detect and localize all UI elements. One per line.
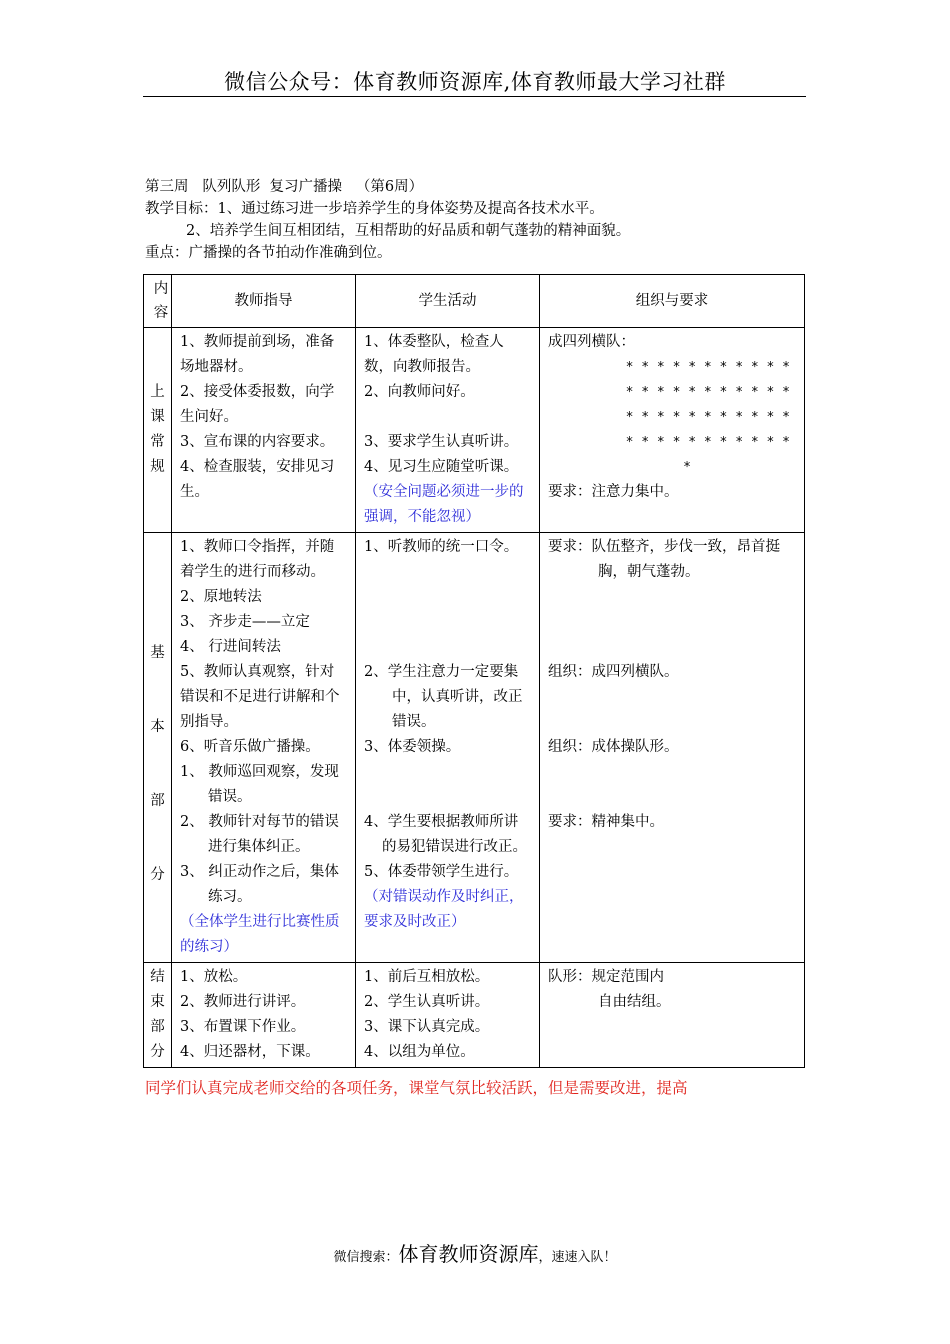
section-char: 基 <box>150 645 165 661</box>
formation-row: * * * * * * * * * * * <box>625 360 790 375</box>
header-divider <box>143 96 806 97</box>
correction-note: （对错误动作及时纠正，要求及时改正） <box>364 889 524 930</box>
organization: 组织：成四列横队。 <box>548 664 679 680</box>
footer-name: 体育教师资源库 <box>398 1242 539 1266</box>
list-item: 2、教师进行讲评。 <box>180 994 306 1010</box>
list-item: 1、前后互相放松。 <box>364 969 490 985</box>
list-item: 1、听教师的统一口令。 <box>364 539 519 555</box>
safety-note: （安全问题必须进一步的强调，不能忽视） <box>364 484 524 525</box>
list-item: 1、教师提前到场，准备场地器材。 <box>180 334 335 375</box>
list-item: 2、向教师问好。 <box>364 384 475 400</box>
organization: 组织：成体操队形。 <box>548 739 679 755</box>
formation-row: * * * * * * * * * * * <box>625 435 790 450</box>
list-item: 4、以组为单位。 <box>364 1044 475 1060</box>
footer-suffix: ，速速入队！ <box>538 1250 617 1265</box>
formation-label: 队形：规定范围内 <box>548 969 664 985</box>
table-row <box>144 963 805 1068</box>
page-header-title: 微信公众号：体育教师资源库,体育教师最大学习社群 <box>224 70 726 94</box>
student-cell <box>356 963 540 1068</box>
student-cell <box>356 533 540 963</box>
list-item: 2、原地转法 <box>180 589 262 605</box>
formation-cont: 自由结组。 <box>598 994 671 1010</box>
lesson-title: 第三周 队列队形 复习广播操 （第6周） <box>145 179 424 195</box>
list-item: 2、学生认真听讲。 <box>364 994 490 1010</box>
list-item: 1、放松。 <box>180 969 248 985</box>
formation-label: 成四列横队： <box>548 334 635 350</box>
section-name <box>144 533 172 963</box>
list-item: 5、体委带领学生进行。 <box>364 864 519 880</box>
teacher-cell <box>172 328 356 533</box>
list-item: 5、教师认真观察，针对错误和不足进行讲解和个别指导。 <box>180 664 340 730</box>
list-item: 1、教师口令指挥，并随着学生的进行而移动。 <box>180 539 335 580</box>
section-char: 分 <box>150 867 165 883</box>
section-char: 本 <box>150 719 165 735</box>
formation-row: * * * * * * * * * * * <box>625 410 790 425</box>
header-student: 学生活动 <box>356 275 540 328</box>
table-header-row <box>144 275 805 328</box>
org-cell <box>540 328 805 533</box>
list-item: 1、体委整队，检查人数，向教师报告。 <box>364 334 504 375</box>
requirement: 要求：精神集中。 <box>548 814 664 830</box>
competition-note: （全体学生进行比赛性质的练习） <box>180 914 340 955</box>
list-item: 4、 行进间转法 <box>180 639 281 655</box>
teacher-cell <box>172 963 356 1068</box>
list-item: 4、见习生应随堂听课。 <box>364 459 519 475</box>
list-item: 3、要求学生认真听讲。 <box>364 434 519 450</box>
lesson-intro <box>145 176 805 264</box>
header-org: 组织与要求 <box>540 275 805 328</box>
list-item: 4、归还器材，下课。 <box>180 1044 320 1060</box>
list-item: 3、 纠正动作之后，集体练习。 <box>180 864 339 905</box>
section-char: 部 <box>150 793 165 809</box>
student-cell <box>356 328 540 533</box>
list-item: 4、学生要根据教师所讲的易犯错误进行改正。 <box>364 814 527 855</box>
header-teacher: 教师指导 <box>172 275 356 328</box>
footer-prefix: 微信搜索： <box>333 1250 399 1265</box>
lesson-summary: 同学们认真完成老师交给的各项任务，课堂气氛比较活跃，但是需要改进，提高 <box>145 1079 688 1097</box>
requirement: 要求：队伍整齐，步伐一致，昂首挺胸，朝气蓬勃。 <box>548 539 780 580</box>
list-item: 3、布置课下作业。 <box>180 1019 306 1035</box>
table-row <box>144 533 805 963</box>
list-item: 6、听音乐做广播操。 <box>180 739 320 755</box>
lesson-goal-2: 2、培养学生间互相团结，互相帮助的好品质和朝气蓬勃的精神面貌。 <box>186 223 631 239</box>
list-item: 2、接受体委报数，向学生问好。 <box>180 384 335 425</box>
list-item: 3、宣布课的内容要求。 <box>180 434 335 450</box>
list-item: 3、课下认真完成。 <box>364 1019 490 1035</box>
section-name <box>144 963 172 1068</box>
section-name-label: 上课常规 <box>150 384 165 475</box>
list-item: 2、 教师针对每节的错误进行集体纠正。 <box>180 814 339 855</box>
list-item: 3、体委领操。 <box>364 739 461 755</box>
org-cell <box>540 963 805 1068</box>
requirement: 要求：注意力集中。 <box>548 484 679 500</box>
list-item: 3、 齐步走——立定 <box>180 614 310 630</box>
lesson-key-point: 重点：广播操的各节拍动作准确到位。 <box>145 245 392 261</box>
lesson-plan-table <box>143 274 805 1068</box>
teacher-cell <box>172 533 356 963</box>
page-footer <box>0 1238 950 1267</box>
table-row <box>144 328 805 533</box>
org-cell <box>540 533 805 963</box>
header-content <box>144 275 172 328</box>
header-content-label: 内容 <box>153 281 169 321</box>
list-item: 1、 教师巡回观察，发现错误。 <box>180 764 339 805</box>
formation-teacher-mark: * <box>683 460 691 475</box>
formation-row: * * * * * * * * * * * <box>625 385 790 400</box>
list-item: 4、检查服装，安排见习生。 <box>180 459 335 500</box>
lesson-goal-1: 教学目标：1、通过练习进一步培养学生的身体姿势及提高各技术水平。 <box>145 201 604 217</box>
section-name-label: 结束部分 <box>150 969 165 1060</box>
section-name <box>144 328 172 533</box>
list-item: 2、学生注意力一定要集中，认真听讲，改正错误。 <box>364 664 523 730</box>
